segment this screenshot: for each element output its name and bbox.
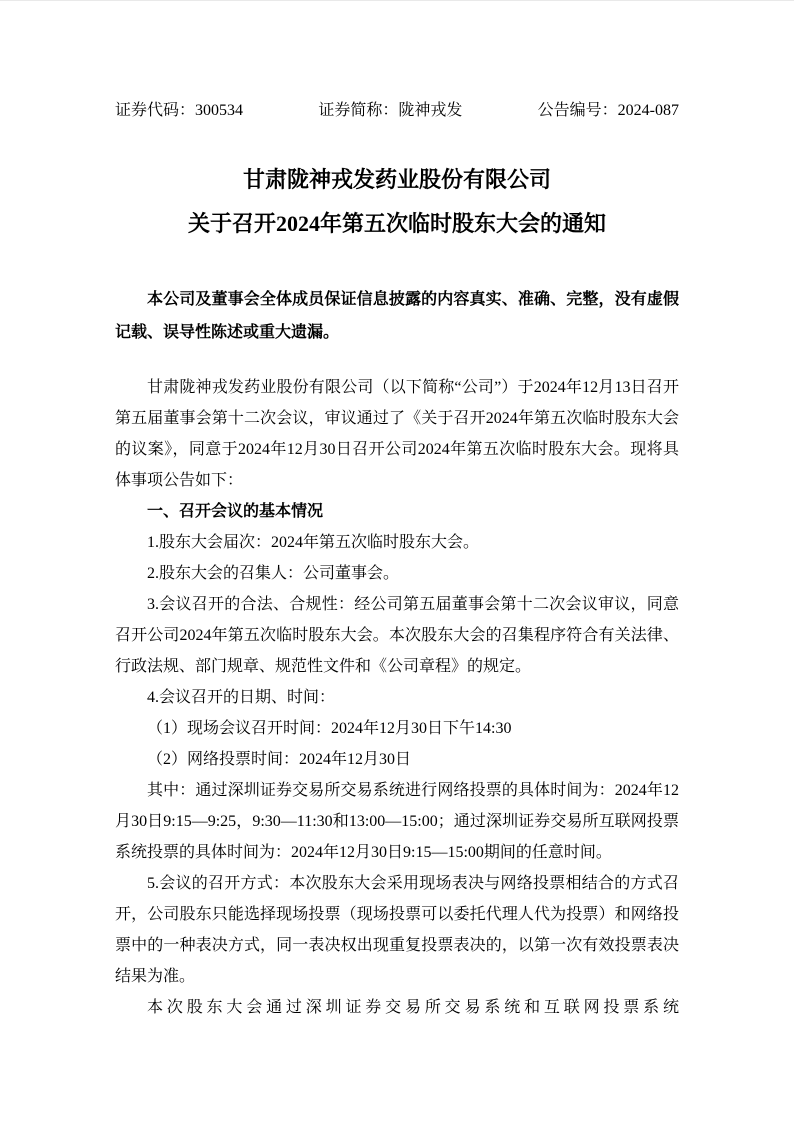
document-body — [115, 372, 679, 1023]
announcement-number: 公告编号：2024-087 — [537, 102, 679, 119]
disclaimer-statement: 本公司及董事会全体成员保证信息披露的内容真实、准确、完整，没有虚假记载、误导性陈述或重大遗漏。 — [115, 291, 679, 341]
paragraph-item3: 3.会议召开的合法、合规性：经公司第五届董事会第十二次会议审议，同意召开公司2024年第五次临时股东大会。本次股东大会的召集程序符合有关法律、行政法规、部门规章、规范性文件和《公司章程》的规定。 — [115, 596, 679, 675]
notice-title: 关于召开2024年第五次临时股东大会的通知 — [187, 211, 606, 236]
section1-heading: 一、召开会议的基本情况 — [147, 503, 324, 520]
paragraph-item1: 1.股东大会届次：2024年第五次临时股东大会。 — [147, 534, 480, 551]
document-header — [115, 101, 679, 121]
stock-abbr: 证券简称：陇神戎发 — [318, 102, 463, 119]
paragraph-intro: 甘肃陇神戎发药业股份有限公司（以下简称“公司”）于2024年12月13日召开第五届董事会第十二次会议，审议通过了《关于召开2024年第五次临时股东大会的议案》，同意于2024年12月30日召开公司2024年第五次临时股东大会。现将具体事项公告如下： — [115, 379, 679, 489]
paragraph-item2: 2.股东大会的召集人：公司董事会。 — [147, 565, 400, 582]
paragraph-continuation: 本次股东大会通过深圳证券交易所交易系统和互联网投票系统 — [147, 999, 679, 1016]
paragraph-item5: 5.会议的召开方式：本次股东大会采用现场表决与网络投票相结合的方式召开，公司股东只能选择现场投票（现场投票可以委托代理人代为投票）和网络投票中的一种表决方式，同一表决权出现重复投票表决的，以第一次有效投票表决结果为准。 — [115, 875, 679, 985]
paragraph-item4-detail: 其中：通过深圳证券交易所交易系统进行网络投票的具体时间为：2024年12月30日9:15—9:25，9:30—11:30和13:00—15:00；通过深圳证券交易所互联网投票系统投票的具体时间为：2024年12月30日9:15—15:00期间的任意时间。 — [115, 782, 679, 861]
paragraph-item4: 4.会议召开的日期、时间： — [147, 689, 336, 706]
company-title: 甘肃陇神戎发药业股份有限公司 — [242, 167, 551, 192]
paragraph-item4-sub1: （1）现场会议召开时间：2024年12月30日下午14:30 — [147, 720, 512, 737]
paragraph-item4-sub2: （2）网络投票时间：2024年12月30日 — [147, 751, 412, 768]
stock-code: 证券代码：300534 — [115, 102, 244, 119]
